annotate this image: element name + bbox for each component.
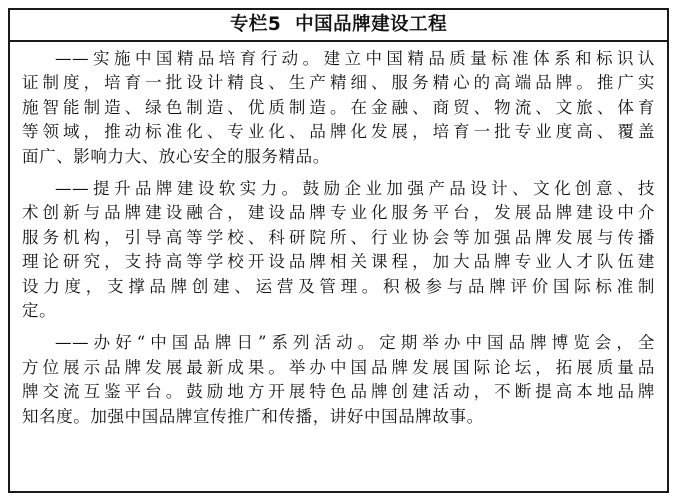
paragraph-line: 术创新与品牌建设融合，建设品牌专业化服务平台，发展品牌建设中介 [22,203,655,223]
column-title: 专栏5 中国品牌建设工程 [229,13,448,35]
paragraph-line: 证制度，培育一批设计精良、生产精细、服务精心的高端品牌。推广实 [22,73,655,93]
paragraph-line: ——办好“中国品牌日”系列活动。定期举办中国品牌博览会，全 [55,333,655,353]
paragraph-line: 定。 [22,301,57,321]
paragraph-line: ——提升品牌建设软实力。鼓励企业加强产品设计、文化创意、技 [55,179,655,199]
column-content [10,42,667,429]
paragraph-soft-power [22,177,655,323]
paragraph-line: 服务机构，引导高等学校、科研院所、行业协会等加强品牌发展与传播 [22,227,655,247]
column-box [8,8,669,493]
paragraph-line: 理论研究，支持高等学校开设品牌相关课程，加大品牌专业人才队伍建 [22,252,655,272]
paragraph-line: ——实施中国精品培育行动。建立中国精品质量标准体系和标识认 [55,49,655,68]
paragraph-line: 面广、影响力大、放心安全的服务精品。 [22,146,330,166]
paragraph-line: 设力度，支撑品牌创建、运营及管理。积极参与品牌评价国际标准制 [22,276,655,296]
paragraph-line: 等领域，推动标准化、专业化、品牌化发展，培育一批专业度高、覆盖 [22,122,655,142]
column-header [10,10,667,42]
paragraph-brand-day [22,331,655,429]
paragraph-quality-products [22,47,655,169]
paragraph-line: 方位展示品牌发展最新成果。举办中国品牌发展国际论坛，拓展质量品 [22,357,655,377]
paragraph-line: 知名度。加强中国品牌宣传推广和传播，讲好中国品牌故事。 [22,406,484,426]
paragraph-line: 施智能制造、绿色制造、优质制造。在金融、商贸、物流、文旅、体育 [22,97,655,117]
paragraph-line: 牌交流互鉴平台。鼓励地方开展特色品牌创建活动，不断提高本地品牌 [22,382,655,402]
